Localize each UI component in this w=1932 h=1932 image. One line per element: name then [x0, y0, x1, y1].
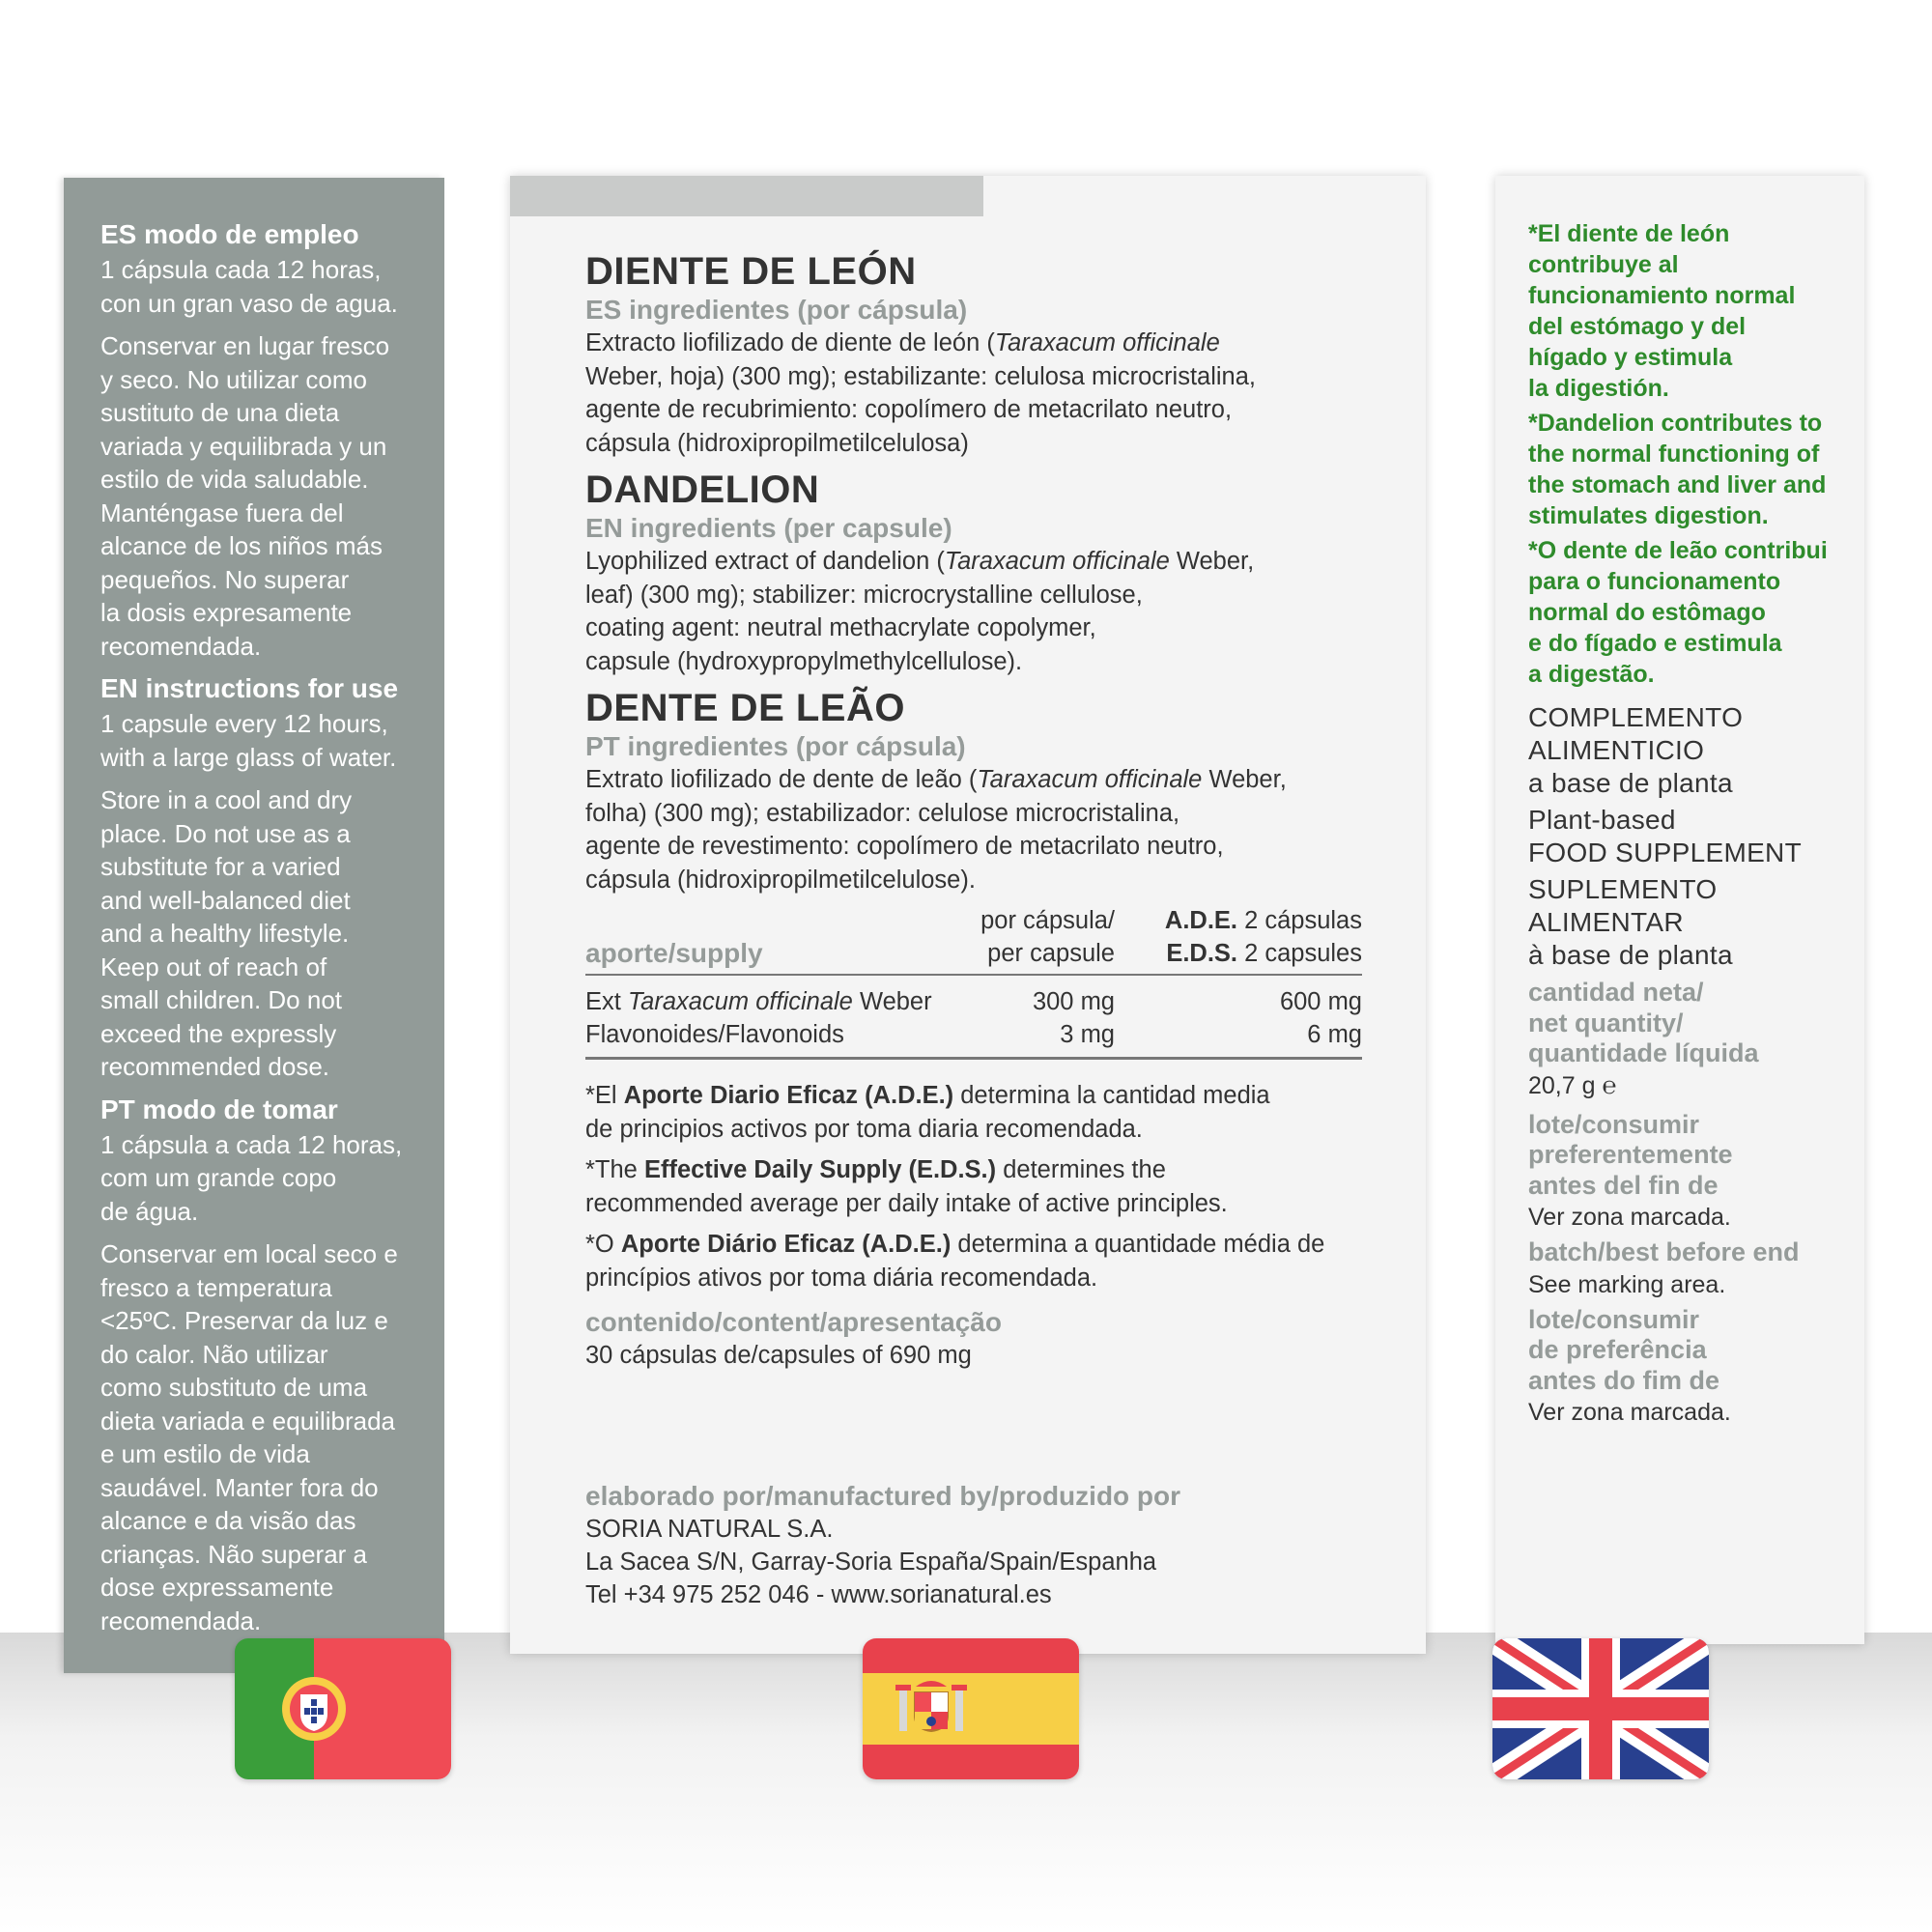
en-eds-note: *The Effective Daily Supply (E.D.S.) determines the recommended average per daily intake of active principles.: [585, 1156, 1228, 1217]
daily-header-2: E.D.S. 2 capsules: [1130, 937, 1362, 975]
table-row: [585, 1018, 1362, 1059]
per-capsule-header-1: por cápsula/: [980, 907, 1115, 934]
manufacturer-contact: Tel +34 975 252 046 - www.sorianatural.es: [585, 1581, 1052, 1608]
es-product-type: COMPLEMENTO ALIMENTICIO a base de planta: [1528, 702, 1744, 798]
usage-instructions-panel: [64, 178, 444, 1673]
table-row: [585, 975, 1362, 1018]
manufacturer-block: [585, 1480, 1378, 1611]
ingredients-content: [585, 249, 1368, 1380]
es-ade-note: *El Aporte Diario Eficaz (A.D.E.) determina la cantidad media de principios activos por toma diaria recomendada.: [585, 1082, 1270, 1143]
es-lot-label: lote/consumir preferentemente antes del fin de: [1528, 1109, 1733, 1200]
content-label: contenido/content/apresentação: [585, 1307, 1002, 1337]
uk-flag-icon: [1492, 1638, 1709, 1779]
pt-usage-text: 1 cápsula a cada 12 horas, com um grande copo de água.: [100, 1129, 403, 1226]
manufacturer-address: La Sacea S/N, Garray-Soria España/Spain/Espanha: [585, 1548, 1157, 1576]
content-value: 30 cápsulas de/capsules of 690 mg: [585, 1342, 972, 1369]
supply-label: aporte/supply: [585, 937, 951, 975]
pt-storage-text: Conservar em local seco e fresco a temperatura <25ºC. Preservar da luz e do calor. Não utilizar como substituto de uma dieta variada e equilibrada e um estilo de vida saudável. Manter fora do alcance e da visão das crianças. Não superar a dose expressamente recomendada.: [100, 1239, 398, 1635]
pt-product-title: DENTE DE LEÃO: [585, 687, 905, 729]
row-daily: 600 mg: [1279, 988, 1362, 1015]
en-usage-text: 1 capsule every 12 hours, with a large glass of water.: [100, 709, 397, 772]
manufacturer-label: elaborado por/manufactured by/produzido por: [585, 1481, 1181, 1511]
ingredients-panel: [510, 176, 1426, 1654]
en-storage-text: Store in a cool and dry place. Do not use as a substitute for a varied and well-balanced diet and a healthy lifestyle. Keep out of reach of small children. Do not exceed the expressly recommended dose.: [100, 785, 353, 1081]
supply-table: [585, 904, 1362, 1060]
en-product-title: DANDELION: [585, 469, 820, 511]
en-lot-value: See marking area.: [1528, 1270, 1726, 1298]
en-usage-heading: EN instructions for use: [100, 673, 399, 703]
pt-health-claim: *O dente de leão contribui para o funcionamento normal do estômago e do fígado e estimula a digestão.: [1528, 537, 1828, 688]
es-usage-heading: ES modo de empleo: [100, 219, 359, 249]
net-quantity-value: 20,7 g ℮: [1528, 1071, 1617, 1099]
es-storage-text: Conservar en lugar fresco y seco. No utilizar como sustituto de una dieta variada y equilibrada y un estilo de vida saludable. Manténgase fuera del alcance de los niños más pequeños. No superar la dosis expresamente recomendada.: [100, 331, 390, 661]
en-ingredients-text: Lyophilized extract of dandelion (Taraxacum officinale Weber, leaf) (300 mg); stabilizer: microcrystalline cellulose, coating agent: neutral methacrylate copolymer, capsule (hydroxypropylmethylcellulose).: [585, 548, 1255, 675]
pt-lot-value: Ver zona marcada.: [1528, 1399, 1731, 1426]
portugal-flag-icon: [235, 1638, 451, 1779]
es-ingredients-text: Extracto liofilizado de diente de león (Taraxacum officinale Weber, hoja) (300 mg); estabilizante: celulosa microcristalina, agente de recubrimiento: copolímero de metacrilato neutro, cápsula (hidroxipropilmetilcelulosa): [585, 329, 1257, 457]
per-capsule-header-2: per capsule: [951, 937, 1130, 975]
row-daily: 6 mg: [1130, 1018, 1362, 1059]
es-ingredients-heading: ES ingredientes (por cápsula): [585, 295, 968, 325]
row-ingredient: Ext Taraxacum officinale Weber: [585, 988, 932, 1015]
en-ingredients-heading: EN ingredients (per capsule): [585, 513, 952, 543]
row-per-capsule: 3 mg: [951, 1018, 1130, 1059]
supply-table-header-top: [585, 904, 1362, 937]
pt-ingredients-text: Extrato liofilizado de dente de leão (Taraxacum officinale Weber, folha) (300 mg); estabilizador: celulose microcristalina, agente de revestimento: copolímero de metacrilato neutro, cápsula (hidroxipropilmetilcelulose).: [585, 766, 1287, 894]
en-health-claim: *Dandelion contributes to the normal functioning of the stomach and liver and stimulates digestion.: [1528, 410, 1827, 529]
daily-header-1: A.D.E. 2 cápsulas: [1164, 907, 1362, 934]
row-per-capsule: 300 mg: [1032, 988, 1115, 1015]
es-health-claim: *El diente de león contribuye al funcionamiento normal del estómago y del hígado y estimula la digestión.: [1528, 220, 1796, 402]
claims-panel: [1495, 176, 1864, 1644]
panel-top-bar: [510, 176, 983, 216]
spain-flag-icon: [863, 1638, 1079, 1779]
row-ingredient: Flavonoides/Flavonoids: [585, 1018, 951, 1059]
pt-ingredients-heading: PT ingredientes (por cápsula): [585, 731, 966, 761]
pt-lot-label: lote/consumir de preferência antes do fim de: [1528, 1304, 1720, 1395]
es-lot-value: Ver zona marcada.: [1528, 1204, 1731, 1231]
supply-table-header: [585, 937, 1362, 975]
en-lot-label: batch/best before end: [1528, 1237, 1800, 1266]
pt-usage-heading: PT modo de tomar: [100, 1094, 338, 1124]
es-product-title: DIENTE DE LEÓN: [585, 250, 917, 293]
en-product-type: Plant-based FOOD SUPPLEMENT: [1528, 805, 1802, 867]
manufacturer-name: SORIA NATURAL S.A.: [585, 1516, 834, 1543]
net-quantity-label: cantidad neta/ net quantity/ quantidade líquida: [1528, 978, 1759, 1067]
pt-ade-note: *O Aporte Diário Eficaz (A.D.E.) determina a quantidade média de princípios ativos por toma diária recomendada.: [585, 1231, 1325, 1292]
pt-product-type: SUPLEMENTO ALIMENTAR à base de planta: [1528, 874, 1733, 970]
es-usage-text: 1 cápsula cada 12 horas, con un gran vaso de agua.: [100, 255, 398, 318]
